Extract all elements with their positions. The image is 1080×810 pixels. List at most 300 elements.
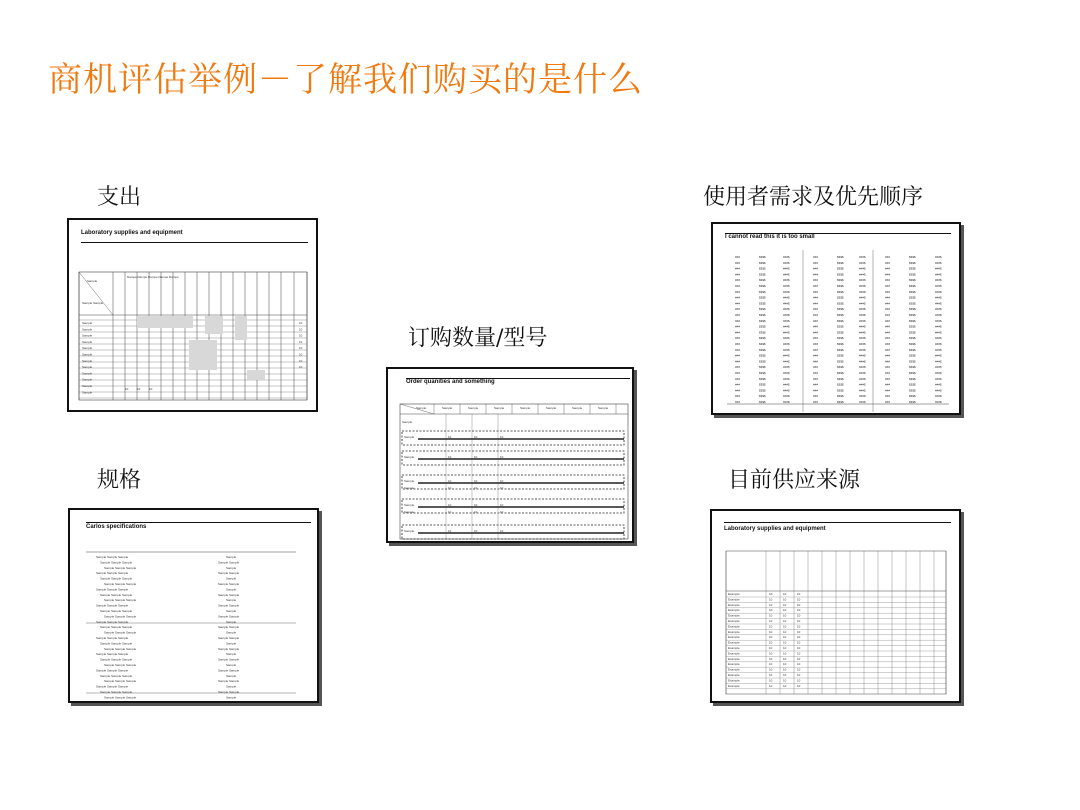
cell-text: ###$ (935, 278, 942, 283)
thumbnail-title: Carlos specifications (86, 524, 147, 530)
cell-text: ### (885, 324, 891, 329)
row-value: 10 (500, 479, 504, 483)
cell-text: ### (885, 336, 891, 341)
cell-text: ### (885, 347, 891, 352)
cell-text: ###$ (935, 347, 942, 352)
cell-text: ###$ (859, 295, 866, 300)
row-value: 10 (797, 656, 801, 661)
cell-text: $$$$ (909, 313, 916, 317)
row-label: Sample (82, 333, 93, 338)
spec-text: Sample Sample Sample (104, 630, 137, 635)
cell-text: $$$$ (759, 359, 766, 364)
cell-text: ### (885, 365, 891, 370)
spec-text: Sample (226, 619, 237, 624)
spec-text: Sample Sample Sample (100, 641, 133, 646)
row-value: 10 (299, 327, 303, 332)
spec-text: Sample (226, 684, 237, 689)
cell-text: $$$$ (759, 353, 766, 358)
row-value: 10 (783, 656, 787, 661)
cell-text: ### (813, 318, 819, 323)
cell-text: $$$$ (759, 260, 766, 265)
cell-text: ###$ (859, 313, 866, 317)
cell-text: $$$$ (759, 365, 766, 370)
cell-text: ### (813, 394, 819, 399)
cell-text: ### (735, 289, 741, 294)
cell-text: $$$$ (909, 301, 916, 306)
cell-text: ### (885, 295, 891, 300)
cell-text: $$$$ (759, 278, 766, 283)
cell-text: ### (813, 382, 819, 387)
cell-text: ###$ (935, 318, 942, 323)
cell-text: ###$ (859, 400, 866, 404)
row-value: 10 (797, 592, 801, 596)
shaded-cell (247, 370, 265, 380)
cell-text: ###$ (859, 336, 866, 341)
row-label: Example (728, 597, 740, 602)
row-value: 10 (769, 619, 773, 623)
cell-text: ### (813, 330, 819, 335)
row-label: Sample (82, 321, 93, 325)
cell-text: ### (735, 284, 741, 288)
cell-text: ### (885, 353, 891, 358)
cell-text: $$$$ (909, 318, 916, 323)
spec-text: Sample Sample Sample (104, 565, 137, 570)
row-label: Example (728, 667, 740, 672)
cell-text: $$$$ (837, 330, 844, 335)
row-value: 10 (500, 510, 504, 514)
cell-text: ###$ (935, 284, 942, 288)
dashed-highlight (402, 431, 624, 445)
row-label: Example (728, 602, 740, 607)
cell-text: ###$ (859, 284, 866, 288)
row-label: Sample (82, 365, 93, 370)
row-label: Example (728, 640, 740, 645)
row-value: 10 (299, 321, 303, 325)
cell-text: ### (885, 255, 891, 259)
cell-text: ###$ (783, 365, 790, 370)
row-label: Sample (82, 377, 93, 382)
cell-text: $$$$ (759, 342, 766, 346)
cell-text: $$$$ (759, 382, 766, 387)
cell-text: $$$$ (909, 255, 916, 259)
section-label-usage: 使用者需求及优先顺序 (703, 185, 924, 210)
cell-text: $$$$ (837, 394, 844, 399)
row-label: Sample (404, 435, 415, 439)
row-label: Example (728, 678, 740, 683)
cell-text: ###$ (859, 301, 866, 306)
cell-text: $$$$ (837, 342, 844, 346)
cell-text: ### (735, 330, 741, 335)
cell-text: ###$ (783, 313, 790, 317)
spec-text: Sample Sample Sample (104, 695, 137, 700)
row-value: 10 (448, 510, 452, 514)
cell-text: ###$ (859, 266, 866, 271)
cell-text: ### (813, 278, 819, 283)
cell-text: ### (735, 388, 741, 393)
cell-text: $$$$ (837, 371, 844, 375)
row-value: 10 (299, 333, 303, 338)
cell-text: $$$$ (909, 284, 916, 288)
cell-text: ### (813, 324, 819, 329)
row-label: Sample (404, 479, 415, 483)
cell-text: $$$$ (837, 313, 844, 317)
row-value: 10 (783, 592, 787, 596)
section-label-order: 订购数量/型号 (408, 326, 548, 351)
spec-text: Sample Sample (218, 560, 240, 565)
cell-text: $$$$ (759, 371, 766, 375)
cell-text: ### (735, 365, 741, 370)
row-value: 10 (769, 673, 773, 677)
spec-text: Sample Sample (218, 592, 240, 597)
row-value: 10 (769, 651, 773, 656)
cell-text: ### (735, 324, 741, 329)
slide-title: 商机评估举例－了解我们购买的是什么 (48, 60, 643, 100)
cell-text: $$$$ (759, 307, 766, 312)
row-value: 10 (769, 656, 773, 661)
row-value: 10 (783, 608, 787, 613)
row-value: 10 (797, 673, 801, 677)
cell-text: $$$$ (909, 260, 916, 265)
cell-text: $$$$ (909, 266, 916, 271)
spec-text: Sample Sample (218, 636, 240, 640)
cell-text: ### (885, 266, 891, 271)
row-value: 10 (797, 646, 801, 650)
row-value: 10 (769, 683, 773, 688)
spec-text: Sample Sample Sample (96, 555, 129, 559)
row-value: 10 (797, 640, 801, 645)
spec-text: Sample Sample Sample (104, 646, 137, 651)
cell-text: ### (813, 284, 819, 288)
row-value: 10 (783, 662, 787, 667)
spec-text: Sample Sample Sample (100, 657, 133, 662)
cell-text: ###$ (783, 371, 790, 375)
cell-text: ### (885, 313, 891, 317)
cell-text: ### (735, 318, 741, 323)
spec-text: Sample Sample (218, 614, 240, 619)
shaded-cell (137, 316, 193, 328)
row-label: Example (728, 592, 740, 596)
spec-text: Sample Sample Sample (100, 673, 133, 678)
order-table (388, 369, 634, 543)
cell-text: ### (813, 301, 819, 306)
cell-text: $$$$ (837, 318, 844, 323)
cell-text: ###$ (859, 353, 866, 358)
usage-table (713, 224, 961, 415)
cell-text: $$$$ (759, 272, 766, 277)
row-value: 10 (783, 619, 787, 623)
cell-text: ### (735, 394, 741, 399)
spec-text: Sample (226, 673, 237, 678)
row-value: 10 (500, 435, 504, 439)
thumbnail-supply (710, 509, 961, 703)
cell-text: ### (813, 400, 819, 404)
cell-text: ### (885, 359, 891, 364)
spec-table (70, 510, 319, 703)
cell-text: ###$ (859, 376, 866, 381)
cell-text: ###$ (935, 336, 942, 341)
cell-text: $$$$ (909, 353, 916, 358)
row-label: Example (728, 673, 740, 677)
cell-text: ###$ (783, 289, 790, 294)
cell-text: ### (735, 266, 741, 271)
cell-text: ### (813, 371, 819, 375)
cell-text: ###$ (935, 371, 942, 375)
cell-text: ###$ (859, 330, 866, 335)
spec-text: Sample Sample (218, 571, 240, 576)
cell-text: ### (735, 295, 741, 300)
header-cell: Sample (520, 406, 531, 410)
cell-text: ###$ (783, 388, 790, 393)
cell-text: $$$$ (909, 359, 916, 364)
spec-text: Sample (226, 587, 237, 592)
row-value: 10 (769, 592, 773, 596)
cell-text: ### (735, 313, 741, 317)
row-value: 10 (474, 455, 478, 459)
cell-text: ###$ (935, 313, 942, 317)
cell-text: ###$ (859, 289, 866, 294)
thumbnail-order (386, 367, 634, 543)
cell-text: ###$ (935, 295, 942, 300)
cell-text: ### (885, 284, 891, 288)
cell-text: ###$ (935, 324, 942, 329)
spec-text: Sample Sample Sample (104, 582, 137, 586)
spec-text: Sample Sample (218, 668, 240, 673)
row-label: Sample (404, 486, 415, 490)
row-label: Sample (82, 390, 93, 395)
cell-text: $$$$ (759, 301, 766, 306)
row-value: 10 (299, 339, 303, 344)
spec-text: Sample Sample Sample (96, 619, 129, 624)
cell-text: ### (735, 342, 741, 346)
cell-text: ###$ (935, 255, 942, 259)
row-value: 10 (797, 619, 801, 623)
row-value: 10 (769, 678, 773, 683)
cell-text: ###$ (783, 255, 790, 259)
row-value: 10 (783, 683, 787, 688)
cell-text: ###$ (783, 376, 790, 381)
header-cell: Sample (416, 406, 427, 410)
row-value: 10 (797, 667, 801, 672)
cell-text: ###$ (783, 318, 790, 323)
cell-text: $$$$ (759, 313, 766, 317)
section-label-supply: 目前供应来源 (728, 468, 861, 493)
spec-text: Sample Sample (218, 603, 240, 608)
cell-text: $$$$ (909, 307, 916, 312)
row-value: 10 (299, 346, 303, 351)
row-value: 10 (448, 486, 452, 490)
cell-text: ###$ (935, 272, 942, 277)
row-value: 10 (299, 358, 303, 363)
row-label: Example (728, 635, 740, 640)
cell-text: ###$ (783, 382, 790, 387)
cell-text: ###$ (783, 324, 790, 329)
thumbnail-spec (68, 508, 319, 703)
cell-text: $$$$ (837, 324, 844, 329)
spending-table (69, 220, 318, 412)
row-value: 10 (769, 646, 773, 650)
row-value: 10 (769, 662, 773, 667)
cell-text: ### (813, 255, 819, 259)
cell-text: $$$$ (759, 336, 766, 341)
cell-text: $$$$ (837, 400, 844, 404)
spec-text: Sample Sample (218, 646, 240, 651)
cell-text: ###$ (783, 307, 790, 312)
cell-text: ### (813, 342, 819, 346)
row-value: 10 (299, 352, 303, 357)
cell-text: $$$$ (909, 342, 916, 346)
spec-text: Sample (226, 641, 237, 646)
cell-text: ###$ (859, 307, 866, 312)
row-label: Example (728, 613, 740, 618)
row-label: Example (728, 624, 740, 629)
row-value: 10 (783, 640, 787, 645)
spec-text: Sample Sample Sample (96, 636, 129, 640)
cell-text: ###$ (783, 359, 790, 364)
cell-text: $$$$ (909, 382, 916, 387)
spec-text: Sample Sample Sample (100, 609, 133, 613)
cell-text: $$$$ (909, 347, 916, 352)
cell-text: ### (813, 272, 819, 277)
row-value: 10 (783, 651, 787, 656)
cell-text: ### (735, 359, 741, 364)
table-frame (400, 404, 628, 539)
row-value: 10 (474, 529, 478, 533)
row-value: 10 (783, 678, 787, 683)
cell-text: $$$$ (837, 347, 844, 352)
spec-text: Sample (226, 576, 237, 581)
spec-text: Sample Sample Sample (104, 679, 137, 684)
cell-text: $$$$ (909, 394, 916, 399)
cell-text: ### (813, 260, 819, 265)
shaded-cell (205, 316, 223, 334)
row-value: 10 (474, 503, 478, 507)
shaded-cell (235, 316, 247, 340)
row-value: 10 (769, 667, 773, 672)
cell-text: $$$$ (759, 255, 766, 259)
cell-text: ### (885, 278, 891, 283)
cell-text: ### (813, 353, 819, 358)
spec-text: Sample Sample Sample (100, 576, 133, 581)
cell-text: ### (885, 307, 891, 312)
header-cell: Sample (494, 406, 505, 410)
dashed-highlight (402, 451, 624, 465)
cell-text: ### (885, 260, 891, 265)
row-value: 10 (474, 479, 478, 483)
cell-text: ### (813, 307, 819, 312)
cell-text: ###$ (783, 284, 790, 288)
supply-table (712, 511, 961, 703)
cell-text: $$$$ (759, 266, 766, 271)
cell-text: ### (735, 336, 741, 341)
cell-text: $$$$ (837, 260, 844, 265)
row-label: Sample (82, 346, 93, 351)
spec-text: Sample Sample Sample (100, 560, 133, 565)
cell-text: ###$ (859, 365, 866, 370)
cell-text: ###$ (935, 359, 942, 364)
cell-text: ###$ (859, 359, 866, 364)
spec-text: Sample Sample Sample (104, 663, 137, 667)
cell-text: ###$ (935, 388, 942, 393)
cell-text: ###$ (783, 330, 790, 335)
row-label: Sample (404, 529, 415, 533)
row-label: Example (728, 608, 740, 613)
cell-text: $$$$ (837, 359, 844, 364)
cell-text: ###$ (783, 278, 790, 283)
cell-text: ### (885, 371, 891, 375)
row-label: Example (728, 619, 740, 623)
row-value: 10 (797, 651, 801, 656)
cell-text: ###$ (859, 388, 866, 393)
spec-text: Sample Sample (218, 679, 240, 684)
row-value: 10 (500, 455, 504, 459)
header-cell: Sample (546, 406, 557, 410)
cell-text: ### (885, 400, 891, 404)
spec-text: Sample (226, 598, 237, 603)
cell-text: ###$ (783, 301, 790, 306)
thumbnail-spending (67, 218, 318, 412)
cell-text: $$$$ (909, 330, 916, 335)
spec-text: Sample Sample Sample (96, 571, 129, 576)
row-value: 10 (769, 597, 773, 602)
cell-text: ###$ (783, 400, 790, 404)
header-cell: Sample (442, 406, 453, 410)
row-label: Example (728, 662, 740, 667)
cell-text: ### (735, 255, 741, 259)
row-value: 10 (797, 608, 801, 613)
cell-text: ### (813, 359, 819, 364)
cell-text: $$$$ (909, 295, 916, 300)
cell-text: ### (813, 365, 819, 370)
row-label: Example (728, 651, 740, 656)
cell-text: ### (813, 347, 819, 352)
cell-text: ### (885, 394, 891, 399)
cell-text: ###$ (783, 272, 790, 277)
cell-text: $$$$ (759, 295, 766, 300)
header-cell: Sample (598, 406, 609, 410)
cell-text: $$$$ (909, 278, 916, 283)
cell-text: $$$$ (837, 307, 844, 312)
dashed-highlight (402, 525, 624, 539)
row-value: 10 (783, 673, 787, 677)
cell-text: ###$ (859, 347, 866, 352)
row-value: 10 (299, 365, 303, 370)
header-cell: Sample (468, 406, 479, 410)
cell-text: ### (885, 301, 891, 306)
cell-text: ###$ (783, 353, 790, 358)
spec-text: Sample Sample (218, 625, 240, 630)
cell-text: ###$ (935, 342, 942, 346)
row-value: 10 (797, 624, 801, 629)
cell-text: $$$$ (837, 388, 844, 393)
cell-text: ### (735, 382, 741, 387)
cell-text: ###$ (783, 347, 790, 352)
row-label: Sample (404, 503, 415, 507)
row-value: 10 (797, 613, 801, 618)
cell-text: ###$ (859, 371, 866, 375)
cell-text: ###$ (783, 336, 790, 341)
spec-text: Sample Sample Sample (100, 625, 133, 630)
cell-text: ### (885, 272, 891, 277)
row-value: 10 (797, 678, 801, 683)
cell-text: $$$$ (909, 324, 916, 329)
cell-text: ###$ (935, 365, 942, 370)
row-value: 10 (797, 662, 801, 667)
cell-text: ###$ (935, 330, 942, 335)
cell-text: ### (813, 313, 819, 317)
cell-text: ###$ (935, 289, 942, 294)
row-value: 10 (769, 635, 773, 640)
cell-text: $$$$ (837, 382, 844, 387)
